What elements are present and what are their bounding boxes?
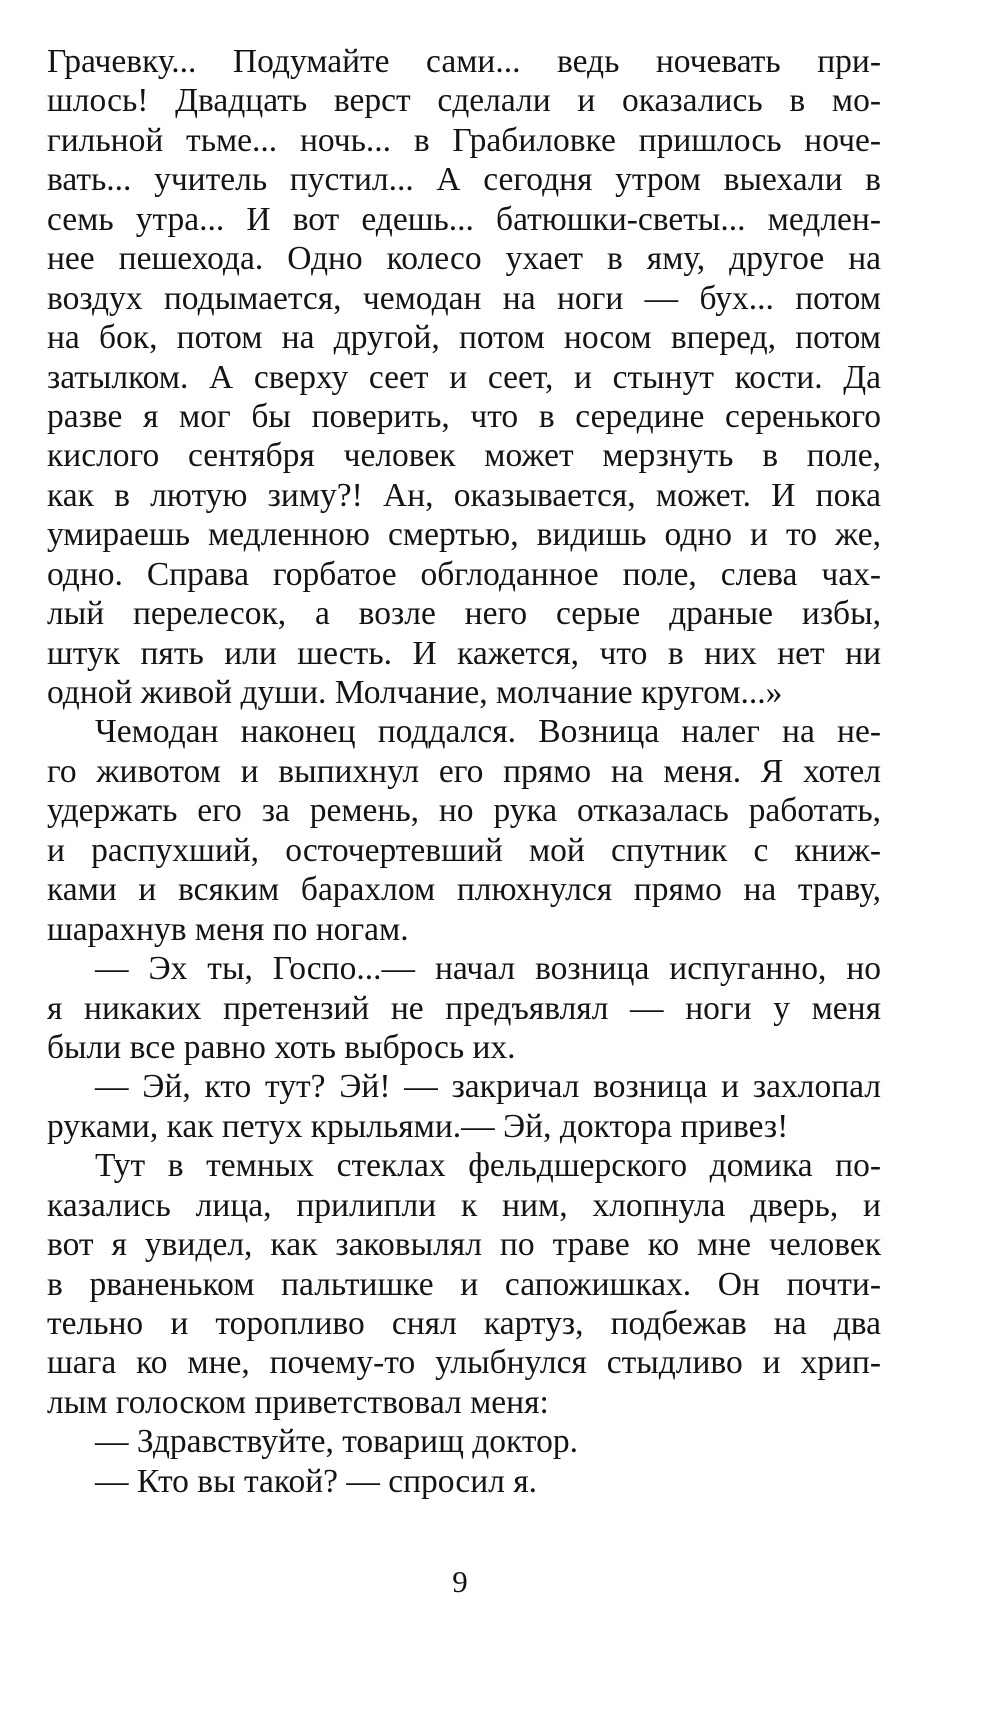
text-line: ками и всяким барахлом плюхнулся прямо на траву,	[47, 871, 881, 909]
text-line: руками, как петух крыльями.— Эй, доктора привез!	[47, 1107, 789, 1145]
text-line: — Эй, кто тут? Эй! — закричал возница и захлопал	[95, 1068, 881, 1106]
text-line: лым голоском приветствовал меня:	[47, 1383, 549, 1421]
text-line: вать... учитель пустил... А сегодня утром выехали в	[47, 161, 881, 199]
text-line: в рваненьком пальтишке и сапожишках. Он почти-	[47, 1265, 881, 1303]
text-line: и распухший, осточертевший мой спутник с книж-	[47, 831, 881, 869]
text-line: гильной тьме... ночь... в Грабиловке пришлось ноче-	[47, 121, 881, 159]
text-line: семь утра... И вот едешь... батюшки-светы... медлен-	[47, 200, 881, 238]
text-line: — Здравствуйте, товарищ доктор.	[95, 1423, 578, 1461]
text-line: Чемодан наконец поддался. Возница налег на не-	[95, 713, 881, 751]
text-line: кислого сентября человек может мерзнуть в поле,	[47, 437, 881, 475]
text-line: штук пять или шесть. И кажется, что в них нет ни	[47, 634, 881, 672]
text-line: воздух подымается, чемодан на ноги — бух... потом	[47, 279, 881, 317]
text-line: тельно и торопливо снял картуз, подбежав на два	[47, 1305, 881, 1342]
text-line: го животом и выпихнул его прямо на меня. Я хотел	[47, 752, 881, 790]
text-line: Тут в темных стеклах фельдшерского домика по-	[95, 1147, 881, 1185]
text-line: вот я увидел, как заковылял по траве ко мне человек	[47, 1226, 881, 1264]
text-line: я никаких претензий не предъявлял — ноги у меня	[47, 989, 881, 1027]
text-line: казались лица, прилипли к ним, хлопнула дверь, и	[47, 1186, 881, 1224]
text-line: были все равно хоть выбрось их.	[47, 1028, 516, 1066]
text-line: лый перелесок, а возле него серые драные избы,	[47, 595, 881, 633]
text-line: как в лютую зиму?! Ан, оказывается, может. И пока	[47, 476, 881, 514]
text-line: шарахнув меня по ногам.	[47, 910, 409, 948]
text-line: нее пешехода. Одно колесо ухает в яму, другое на	[47, 240, 881, 278]
text-line: одной живой души. Молчание, молчание кругом...»	[47, 674, 783, 711]
text-line: одно. Справа горбатое обглоданное поле, слева чах-	[47, 555, 881, 593]
text-line: умираешь медленною смертью, видишь одно и то же,	[47, 516, 881, 554]
text-line: разве я мог бы поверить, что в середине сеpенького	[47, 397, 881, 435]
text-line: — Эх ты, Госпо...— начал возница испуганно, но	[95, 950, 881, 988]
text-line: на бок, потом на другой, потом носом вперед, потом	[47, 319, 881, 357]
text-line: затылком. А сверху сеет и сеет, и стынут кости. Да	[47, 358, 881, 396]
page-number: 9	[452, 1564, 468, 1599]
body-text	[47, 42, 881, 1501]
text-line: шага ко мне, почему-то улыбнулся стыдливо и хрип-	[47, 1344, 881, 1382]
text-line: — Кто вы такой? — спросил я.	[95, 1462, 538, 1500]
text-line: Грачевку... Подумайте сами... ведь ночевать при-	[47, 43, 881, 80]
text-line: удержать его за ремень, но рука отказалась работать,	[47, 792, 881, 830]
text-line: шлось! Двадцать верст сделали и оказались в мо-	[47, 82, 881, 120]
